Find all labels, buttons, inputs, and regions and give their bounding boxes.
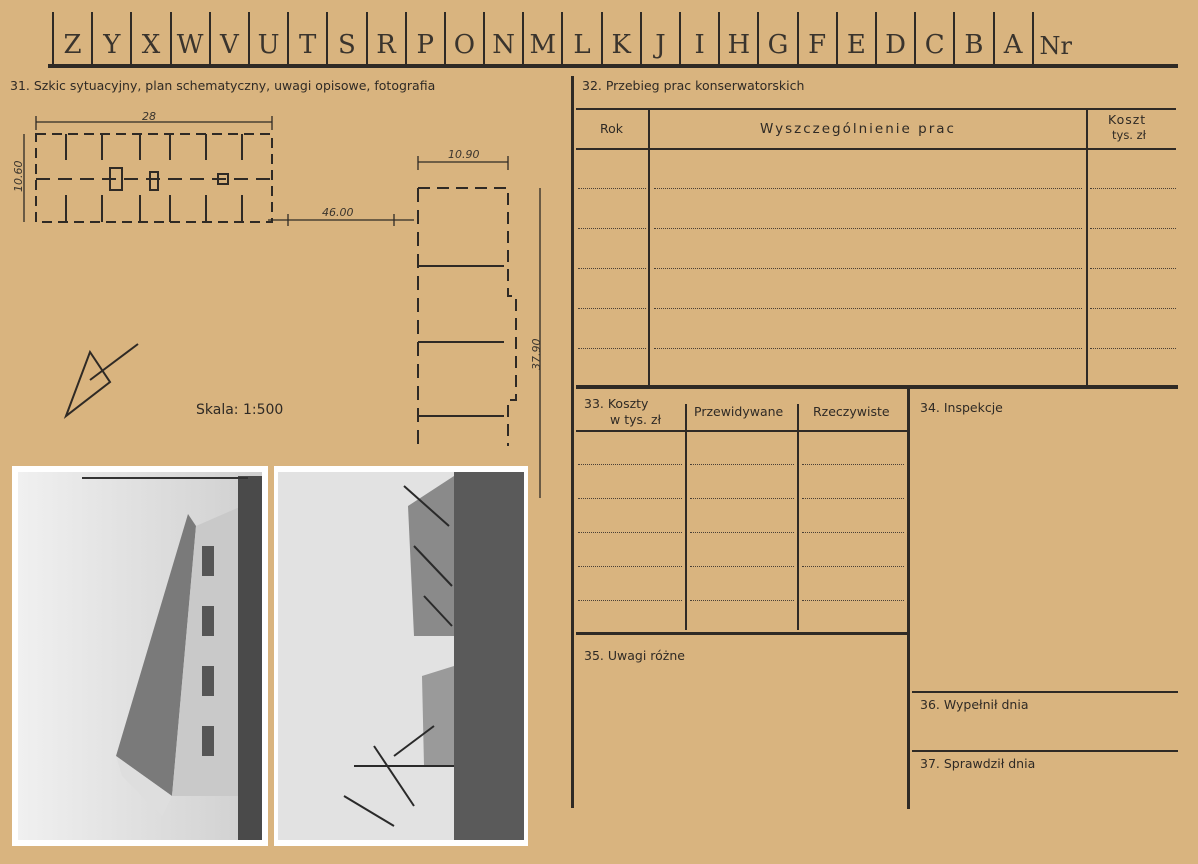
row-rule xyxy=(802,566,904,567)
row-rule xyxy=(578,532,682,533)
table33-bottom xyxy=(576,632,908,635)
table32-col1 xyxy=(648,108,650,386)
row-rule xyxy=(654,348,1082,349)
row-rule xyxy=(1090,268,1176,269)
row-rule xyxy=(1090,348,1176,349)
index-letter-c: C xyxy=(914,12,953,64)
index-letter-s: S xyxy=(326,12,365,64)
section-31-label: 31. Szkic sytuacyjny, plan schematyczny, uwagi opisowe, fotografia xyxy=(10,78,436,93)
index-letter-y: Y xyxy=(91,12,130,64)
row-rule xyxy=(578,498,682,499)
letter-index-header xyxy=(52,12,1078,64)
col-rzeczywiste: Rzeczywiste xyxy=(813,404,890,419)
column-divider xyxy=(571,76,574,808)
index-letter-u: U xyxy=(248,12,287,64)
section36-rule xyxy=(912,691,1178,693)
row-rule xyxy=(578,188,646,189)
row-rule xyxy=(654,228,1082,229)
index-letter-b: B xyxy=(953,12,992,64)
section-34-label: 34. Inspekcje xyxy=(920,400,1003,415)
row-rule xyxy=(802,532,904,533)
dim-width2-label: 10.90 xyxy=(448,148,480,161)
index-letter-h: H xyxy=(718,12,757,64)
row-rule xyxy=(654,308,1082,309)
index-letter-f: F xyxy=(797,12,836,64)
row-rule xyxy=(578,308,646,309)
table33-col2 xyxy=(797,404,799,630)
index-letter-z: Z xyxy=(52,12,91,64)
index-letter-v: V xyxy=(209,12,248,64)
index-nr: Nr xyxy=(1032,12,1078,64)
index-letter-w: W xyxy=(170,12,209,64)
situation-sketch xyxy=(10,100,570,500)
section-33-label: 33. Koszty xyxy=(584,396,649,411)
scale-label: Skala: 1:500 xyxy=(196,402,284,418)
row-rule xyxy=(690,532,794,533)
dim-width-label: 28 xyxy=(142,110,156,123)
col-koszt: Koszt xyxy=(1108,112,1147,127)
row-rule xyxy=(578,464,682,465)
row-rule xyxy=(690,566,794,567)
index-letter-r: R xyxy=(366,12,405,64)
dim-height-label: 10.60 xyxy=(12,160,25,192)
photo-building-2 xyxy=(274,466,528,846)
row-rule xyxy=(802,600,904,601)
section-33-unit: w tys. zł xyxy=(610,412,662,427)
col-wyszczegolnienie: Wyszczególnienie prac xyxy=(760,121,956,137)
col-przewidywane: Przewidywane xyxy=(694,404,784,419)
row-rule xyxy=(578,600,682,601)
row-rule xyxy=(802,464,904,465)
table32-col2 xyxy=(1086,108,1088,386)
row-rule xyxy=(654,188,1082,189)
row-rule xyxy=(578,268,646,269)
index-letter-n: N xyxy=(483,12,522,64)
header-rule xyxy=(48,64,1178,68)
row-rule xyxy=(578,566,682,567)
index-letter-l: L xyxy=(561,12,600,64)
index-letter-x: X xyxy=(130,12,169,64)
row-rule xyxy=(690,464,794,465)
index-letter-m: M xyxy=(522,12,561,64)
index-letter-i: I xyxy=(679,12,718,64)
row-rule xyxy=(802,498,904,499)
section-35-label: 35. Uwagi różne xyxy=(584,648,685,663)
index-letter-o: O xyxy=(444,12,483,64)
index-letter-a: A xyxy=(993,12,1032,64)
row-rule xyxy=(578,228,646,229)
index-letter-d: D xyxy=(875,12,914,64)
row-rule xyxy=(690,498,794,499)
index-letter-g: G xyxy=(757,12,796,64)
index-letter-t: T xyxy=(287,12,326,64)
section-36-label: 36. Wypełnił dnia xyxy=(920,697,1029,712)
dim-length2-label: 37.90 xyxy=(530,338,543,370)
dim-distance-label: 46.00 xyxy=(322,206,354,219)
row-rule xyxy=(1090,308,1176,309)
section-32-label: 32. Przebieg prac konserwatorskich xyxy=(582,78,805,93)
index-letter-e: E xyxy=(836,12,875,64)
row-rule xyxy=(654,268,1082,269)
row-rule xyxy=(578,348,646,349)
section34-divider xyxy=(907,389,910,809)
col-koszt-unit: tys. zł xyxy=(1112,128,1146,142)
row-rule xyxy=(1090,228,1176,229)
col-rok: Rok xyxy=(600,121,624,136)
photo-building-1 xyxy=(12,466,268,846)
section37-rule xyxy=(912,750,1178,752)
table33-col1 xyxy=(685,404,687,630)
row-rule xyxy=(690,600,794,601)
row-rule xyxy=(1090,188,1176,189)
section-37-label: 37. Sprawdził dnia xyxy=(920,756,1036,771)
table32-bottom xyxy=(576,385,1178,389)
table33-header-rule xyxy=(576,430,908,432)
index-letter-p: P xyxy=(405,12,444,64)
index-letter-j: J xyxy=(640,12,679,64)
index-letter-k: K xyxy=(601,12,640,64)
